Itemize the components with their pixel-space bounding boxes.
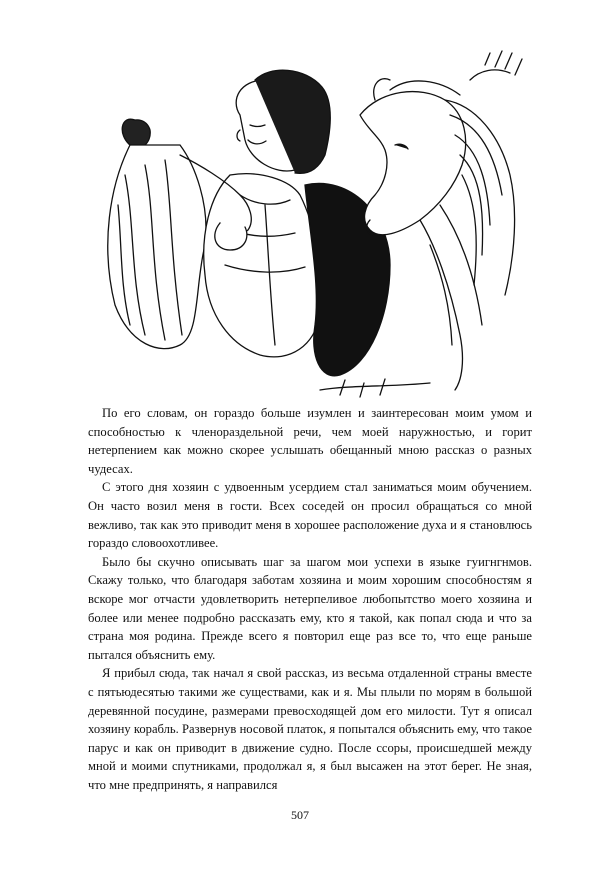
body-text: [88, 404, 532, 794]
paragraph: Я прибыл сюда, так начал я свой рассказ, из весьма отдаленной страны вместе с пятьюдесятью такими же существами, как и я. Мы плыли по морям в большой деревянной посудине, размерами превосходящей дом его милости. Тут я описал хозяину корабль. Развернув носовой платок, я попытался объяснить ему, что такое парус и как он приводит в движение судно. После ссоры, происшедшей между мной и моими спутниками, продолжал я, я был высажен на этот берег. Не зная, что мне предпринять, я направился: [88, 666, 532, 792]
paragraph: Было бы скучно описывать шаг за шагом мои успехи в языке гуигнгнмов. Скажу только, что благодаря заботам хозяина и моим хорошим способностям я вскоре мог отчасти удовлетворить нетерпеливое любопытство моего хозяина и более или менее подробно рассказать ему, кто я такой, как попал сюда и что за страна моя родина. Прежде всего я повторил еще раз все то, что еще раньше пытался объяснить ему.: [88, 554, 532, 662]
page-number: 507: [291, 808, 309, 822]
paragraph: По его словам, он гораздо больше изумлен и заинтересован моим умом и способностью к членораздельной речи, чем моей наружностью, и горит нетерпением как можно скорее услышать обещанный мною рассказ о разных чудесах.: [88, 406, 532, 476]
illustration-man-and-horse: [90, 45, 540, 400]
paragraph: С этого дня хозяин с удвоенным усердием стал заниматься моим обучением. Он часто возил меня в гости. Всех соседей он просил обращаться со мной вежливо, так как это приводит меня в хорошее расположение духа и я становлюсь гораздо словоохотливее.: [88, 480, 532, 551]
